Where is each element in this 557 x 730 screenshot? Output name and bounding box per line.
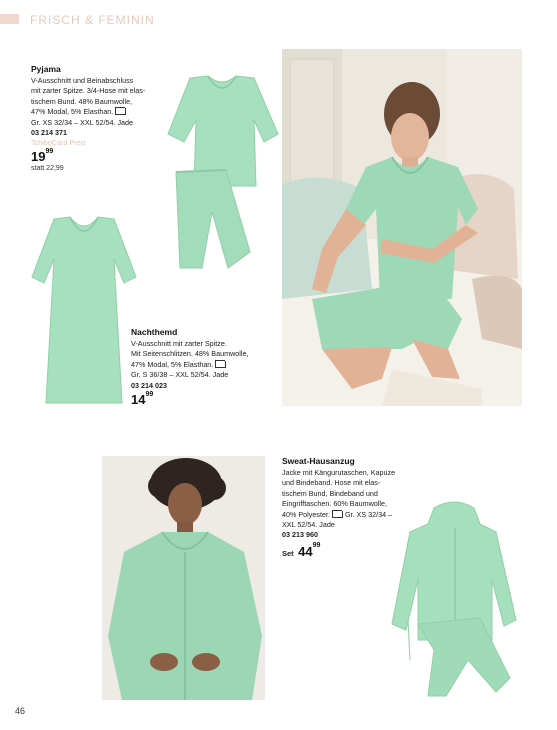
set-label: Set <box>282 548 294 558</box>
section-marker-bar <box>0 14 19 24</box>
sweat-product-image <box>388 500 520 700</box>
sweat-desc-line: und Bindeband. Hose mit elas- <box>282 478 381 488</box>
pyjama-name: Pyjama <box>31 64 61 74</box>
nachthemd-size: Gr. S 36/38 – XXL 52/54. Jade <box>131 370 229 380</box>
wash-icon <box>332 511 343 518</box>
pyjama-desc-line: mit zarter Spitze. 3/4-Hose mit elas- <box>31 86 146 96</box>
sweat-desc-line: Eingrifftaschen. 60% Baumwolle, <box>282 499 387 509</box>
nachthemd-desc-line: V-Ausschnitt mit zarter Spitze. <box>131 339 227 348</box>
sweat-price: Set $44^{99}$ <box>282 541 321 559</box>
pyjama-product-image <box>162 72 280 272</box>
pyjama-info <box>31 64 171 172</box>
sweat-size-cont: XXL 52/54. Jade <box>282 520 335 530</box>
wash-icon <box>215 361 226 368</box>
sweat-desc-line: 40% Polyester. <box>282 509 330 519</box>
nachthemd-desc-line: 47% Modal, 5% Elasthan. <box>131 359 214 369</box>
pyjama-desc-line: 47% Modal, 5% Elasthan. <box>31 107 114 117</box>
sweat-desc-line: Jacke mit Kängurutaschen, Kapuze <box>282 468 396 477</box>
nachthemd-name: Nachthemd <box>131 327 178 337</box>
sweat-article-number: 03 213 960 <box>282 530 318 540</box>
pyjama-size: Gr. XS 32/34 – XXL 52/54. Jade <box>31 117 134 127</box>
nachthemd-price: $14^{99}$ <box>131 391 154 408</box>
nachthemd-info <box>131 327 281 407</box>
pyjama-price: $19^{99}$ <box>31 148 54 165</box>
model-photo-sweat <box>102 456 265 700</box>
pyjama-old-price: statt 22,99 <box>31 165 64 173</box>
pyjama-desc-line: V-Ausschnitt und Beinabschluss <box>31 76 134 85</box>
nachthemd-desc-line: Mit Seitenschlitzen. 48% Baumwolle, <box>131 349 249 359</box>
tchibocard-label: TchiboCard Preis <box>31 138 86 148</box>
model-photo-pyjama <box>282 49 522 406</box>
nachthemd-article-number: 03 214 023 <box>131 380 167 390</box>
section-title: FRISCH & FEMININ <box>30 13 155 27</box>
sweat-desc-line: tischem Bund, Bindeband und <box>282 488 378 498</box>
page-number: 46 <box>15 706 26 716</box>
nachthemd-product-image <box>30 215 138 407</box>
wash-icon <box>115 108 126 115</box>
pyjama-desc-line: tischem Bund. 48% Baumwolle, <box>31 96 133 106</box>
sweat-name: Sweat-Hausanzug <box>282 456 355 466</box>
pyjama-article-number: 03 214 371 <box>31 128 67 138</box>
sweat-size: Gr. XS 32/34 – <box>344 509 393 519</box>
